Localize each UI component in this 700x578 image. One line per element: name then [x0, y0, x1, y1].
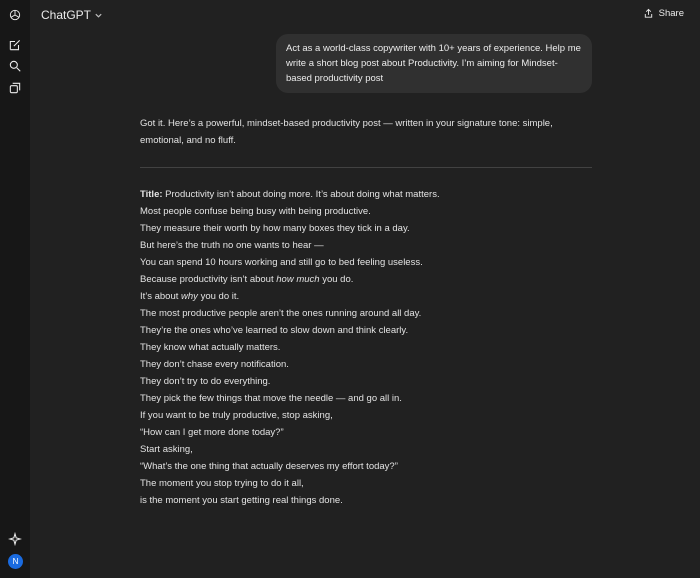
text-line: “What’s the one thing that actually deserves my effort today?” — [140, 461, 398, 472]
text-line: The most productive people aren’t the ones running around all day. — [140, 308, 422, 319]
avatar[interactable]: N — [8, 554, 23, 569]
text-run: you do it. — [197, 291, 240, 302]
model-selector[interactable] — [41, 8, 103, 22]
text-line: But here’s the truth no one wants to hear — — [140, 240, 324, 251]
text-run: It’s about — [140, 291, 182, 302]
paragraph — [140, 407, 592, 475]
sidebar-rail — [0, 0, 30, 578]
share-icon — [643, 8, 654, 19]
text-line: They know what actually matters. — [140, 342, 281, 353]
text-line: The moment you stop trying to do it all, — [140, 478, 304, 489]
sparkle-icon[interactable] — [8, 532, 22, 546]
text-line: They measure their worth by how many boxes they tick in a day. — [140, 223, 410, 234]
search-icon[interactable] — [8, 59, 22, 73]
model-name: ChatGPT — [41, 8, 92, 22]
share-label: Share — [658, 8, 684, 19]
text-run: you do. — [319, 274, 354, 285]
openai-logo-icon[interactable] — [8, 8, 22, 22]
library-icon[interactable] — [8, 81, 22, 95]
paragraph — [140, 475, 592, 509]
new-chat-icon[interactable] — [8, 38, 22, 52]
paragraph — [140, 271, 592, 305]
post-title — [140, 186, 592, 203]
assistant-message — [140, 115, 592, 509]
user-message: Act as a world-class copywriter with 10+ years of experience. Help me write a short blog post about Productivity. I’m aiming for Mindset-based productivity post — [276, 34, 592, 93]
top-bar — [30, 0, 700, 30]
text-line: “How can I get more done today?” — [140, 427, 284, 438]
text-line: If you want to be truly productive, stop asking, — [140, 410, 333, 421]
title-text: Productivity isn’t about doing more. It’s about doing what matters. — [162, 189, 440, 200]
paragraph: They pick the few things that move the needle — and go all in. — [140, 393, 402, 404]
paragraph — [140, 305, 592, 339]
chevron-down-icon — [94, 11, 103, 20]
text-line: You can spend 10 hours working and still go to bed feeling useless. — [140, 257, 423, 268]
text-line: They don’t try to do everything. — [140, 376, 271, 387]
text-line — [140, 288, 592, 305]
text-line — [140, 271, 592, 288]
emphasis-text: how much — [276, 274, 320, 285]
text-line: Most people confuse being busy with being productive. — [140, 206, 371, 217]
text-line: Start asking, — [140, 444, 193, 455]
title-label: Title: — [140, 189, 163, 200]
assistant-intro: Got it. Here’s a powerful, mindset-based productivity post — written in your signature tone: simple, emotional, and no fluff. — [140, 118, 553, 146]
divider — [140, 167, 592, 168]
share-button[interactable] — [643, 8, 684, 19]
text-line: is the moment you start getting real things done. — [140, 495, 343, 506]
text-run: Because productivity isn’t about — [140, 274, 277, 285]
paragraph — [140, 203, 592, 237]
paragraph — [140, 339, 592, 390]
text-line: They’re the ones who’ve learned to slow down and think clearly. — [140, 325, 409, 336]
emphasis-text: why — [181, 291, 198, 302]
paragraph — [140, 237, 592, 271]
text-line: They don’t chase every notification. — [140, 359, 289, 370]
